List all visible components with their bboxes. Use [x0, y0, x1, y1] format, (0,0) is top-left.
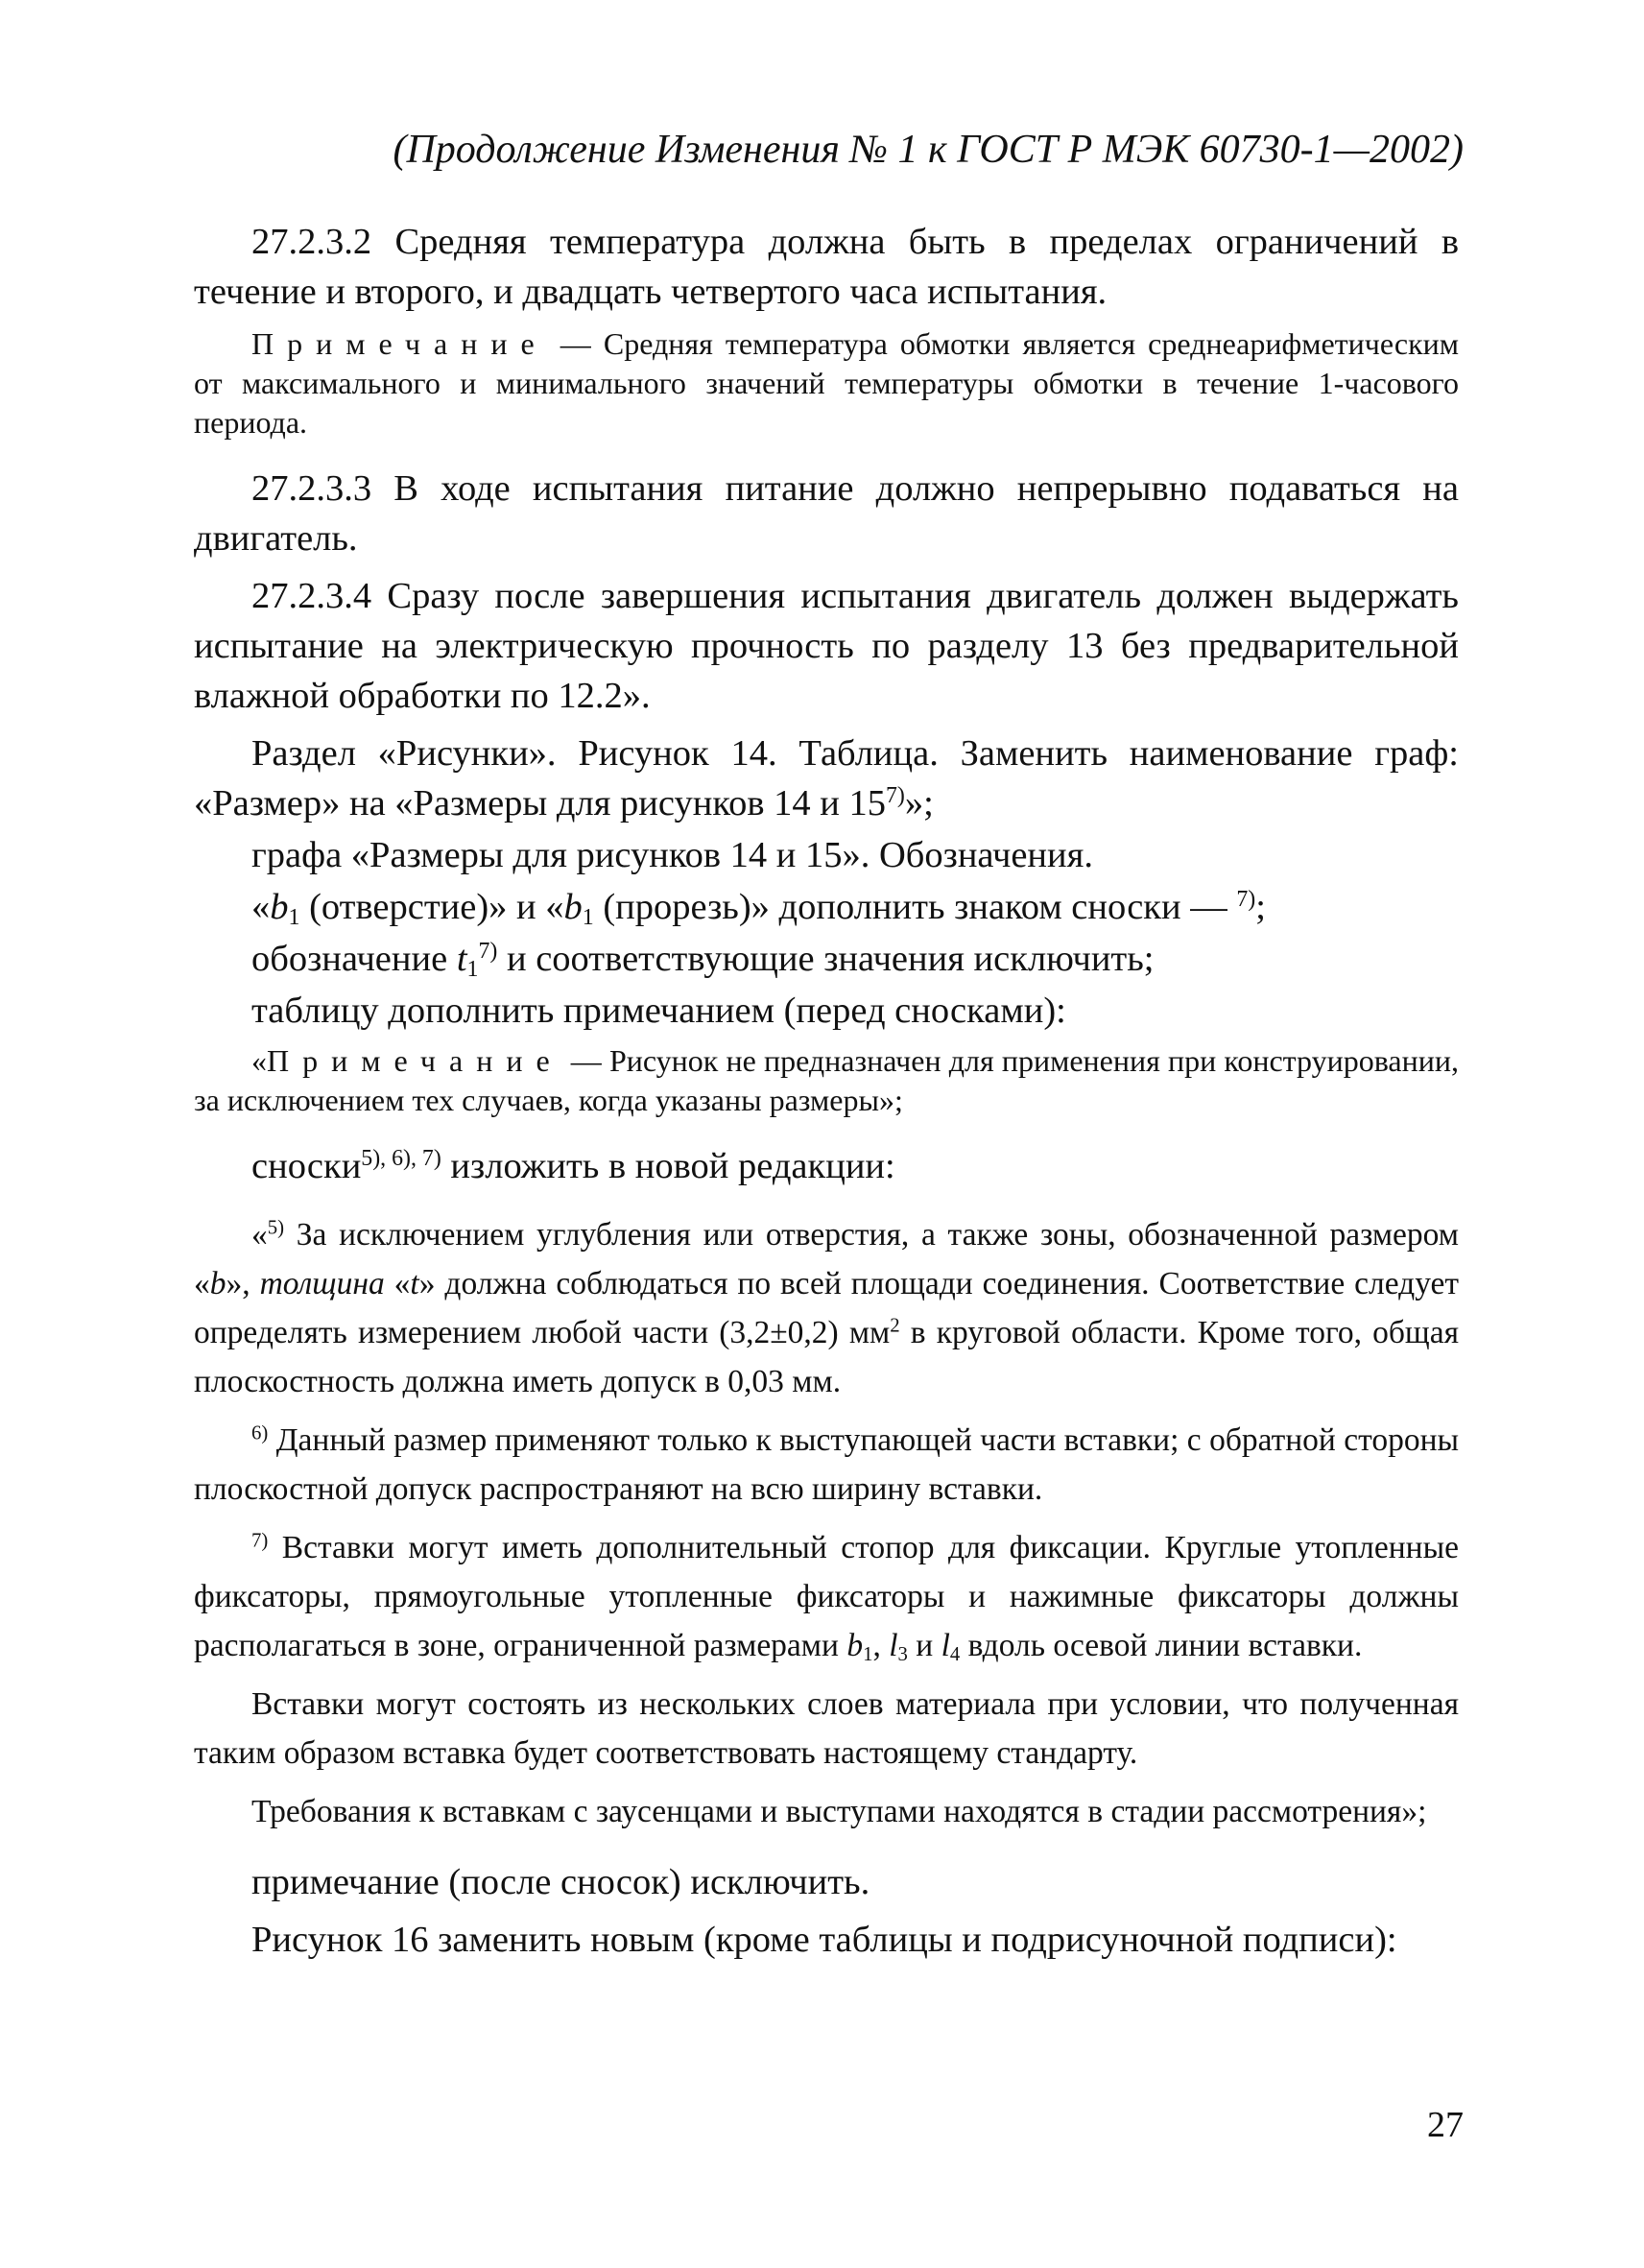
paragraph-designations	[194, 882, 1459, 932]
note-text: — Средняя температура обмотки является среднеарифметическим от максимального и минимального значений температуры обмотки в течение 1-часового периода.	[194, 326, 1459, 440]
footnote-burrs: Требования к вставкам с заусенцами и выступами находятся в стадии рассмотрения»;	[251, 1794, 1427, 1829]
text-run: «	[251, 1217, 268, 1253]
footnote-mark: 5)	[267, 1216, 285, 1239]
footnote-7	[194, 1523, 1459, 1670]
text-run: » должна соблюдаться по всей площади соединения. Соответствие следует определять измерением любой части (3,2±0,2) мм	[194, 1266, 1460, 1350]
subscript: 1	[863, 1643, 873, 1666]
subscript: 1	[582, 904, 594, 930]
symbol-t: t	[410, 1266, 419, 1301]
paragraph-designation-t1	[194, 934, 1459, 984]
footnote-mark: 7)	[251, 1529, 269, 1552]
text-run: изложить в новой редакции:	[441, 1146, 895, 1186]
paragraph-27-2-3-2: 27.2.3.2 Средняя температура должна быть в пределах ограничений в течение и второго, и двадцать четвертого часа испытания.	[194, 222, 1459, 312]
text-run: Данный размер применяют только к выступающей части вставки; с обратной стороны плоскостной допуск распространяют на всю ширину вставки.	[194, 1422, 1459, 1507]
note-label: Примечание	[267, 1043, 563, 1078]
note-average-temperature	[194, 324, 1459, 442]
text-run: (отверстие)» и «	[299, 887, 564, 927]
paragraph-27-2-3-3: 27.2.3.3 В ходе испытания питание должно непрерывно подаваться на двигатель.	[194, 468, 1459, 559]
subscript: 3	[897, 1643, 908, 1666]
text-run: »;	[904, 783, 934, 824]
footnote-ref: 7)	[478, 938, 498, 964]
document-body	[194, 217, 1459, 1972]
text-run: ,	[872, 1628, 890, 1663]
superscript: 2	[890, 1314, 900, 1337]
italic-word: толщина	[259, 1266, 385, 1301]
symbol-l: l	[941, 1628, 950, 1663]
paragraph-note-excluded: примечание (после сносок) исключить.	[251, 1862, 870, 1902]
subscript: 1	[466, 956, 479, 982]
text-run: «	[384, 1266, 411, 1301]
symbol-b: b	[846, 1628, 864, 1663]
text-run: Вставки могут иметь дополнительный стопор для фиксации. Круглые утопленные фиксаторы, прямоугольные утопленные фиксаторы и нажимные фиксаторы должны располагаться в зоне, ограниченной размерами	[194, 1530, 1459, 1663]
text-run: (прорезь)» дополнить знаком сноски —	[593, 887, 1237, 927]
text-run: сноски	[251, 1146, 362, 1186]
text-run: вдоль осевой линии вставки.	[960, 1628, 1363, 1663]
symbol-l: l	[889, 1628, 898, 1663]
footnote-ref: 7)	[886, 782, 905, 808]
text-run: »,	[226, 1266, 260, 1301]
footnote-5	[194, 1210, 1459, 1406]
text-run: «	[251, 887, 271, 927]
page-number: 27	[1427, 2105, 1464, 2145]
text-run: За исключением углубления или отверстия, а также зоны, обозначенной размером «	[194, 1217, 1459, 1301]
symbol-b: b	[209, 1266, 226, 1301]
text-run: обозначение	[251, 939, 457, 979]
page-header: (Продолжение Изменения № 1 к ГОСТ Р МЭК 60730-1—2002)	[393, 128, 1464, 172]
paragraph-figures-section	[194, 728, 1459, 828]
text-run: и соответствующие значения исключить;	[497, 939, 1155, 979]
text-run: ;	[1255, 887, 1266, 927]
symbol-t: t	[456, 939, 467, 979]
paragraph-table-note: таблицу дополнить примечанием (перед сносками):	[251, 991, 1066, 1031]
subscript: 4	[949, 1643, 961, 1666]
footnote-ref: 7)	[1236, 886, 1256, 912]
symbol-b: b	[270, 887, 289, 927]
text-run: в круговой области. Кроме того, общая плоскостность должна иметь допуск в 0,03 мм.	[194, 1315, 1459, 1399]
note-label: Примечание	[251, 326, 548, 361]
symbol-b: b	[563, 887, 583, 927]
footnote-mark: 6)	[251, 1421, 269, 1444]
footnote-layers: Вставки могут состоять из нескольких слоев материала при условии, что полученная таким образом вставка будет соответствовать настоящему стандарту.	[194, 1686, 1459, 1771]
paragraph-figure-16: Рисунок 16 заменить новым (кроме таблицы и подрисуночной подписи):	[251, 1920, 1397, 1960]
footnote-ref: 5), 6), 7)	[361, 1145, 441, 1171]
text-run: Раздел «Рисунки». Рисунок 14. Таблица. Заменить наименование граф: «Размер» на «Размеры для рисунков 14 и 15	[194, 733, 1459, 824]
footnote-6	[194, 1416, 1459, 1514]
subscript: 1	[288, 904, 300, 930]
note-figure-not-for-design	[194, 1041, 1459, 1120]
text-run: и	[907, 1628, 941, 1663]
paragraph-27-2-3-4: 27.2.3.4 Сразу после завершения испытания двигатель должен выдержать испытание на электрическую прочность по разделу 13 без предварительной влажной обработки по 12.2».	[194, 576, 1459, 716]
text-run: «	[251, 1043, 267, 1078]
note-text: — Рисунок не предназначен для применения при конструировании, за исключением тех случаев, когда указаны размеры»;	[194, 1043, 1459, 1117]
paragraph-footnotes	[194, 1141, 1459, 1191]
paragraph-column-sizes: графа «Размеры для рисунков 14 и 15». Обозначения.	[251, 835, 1093, 875]
